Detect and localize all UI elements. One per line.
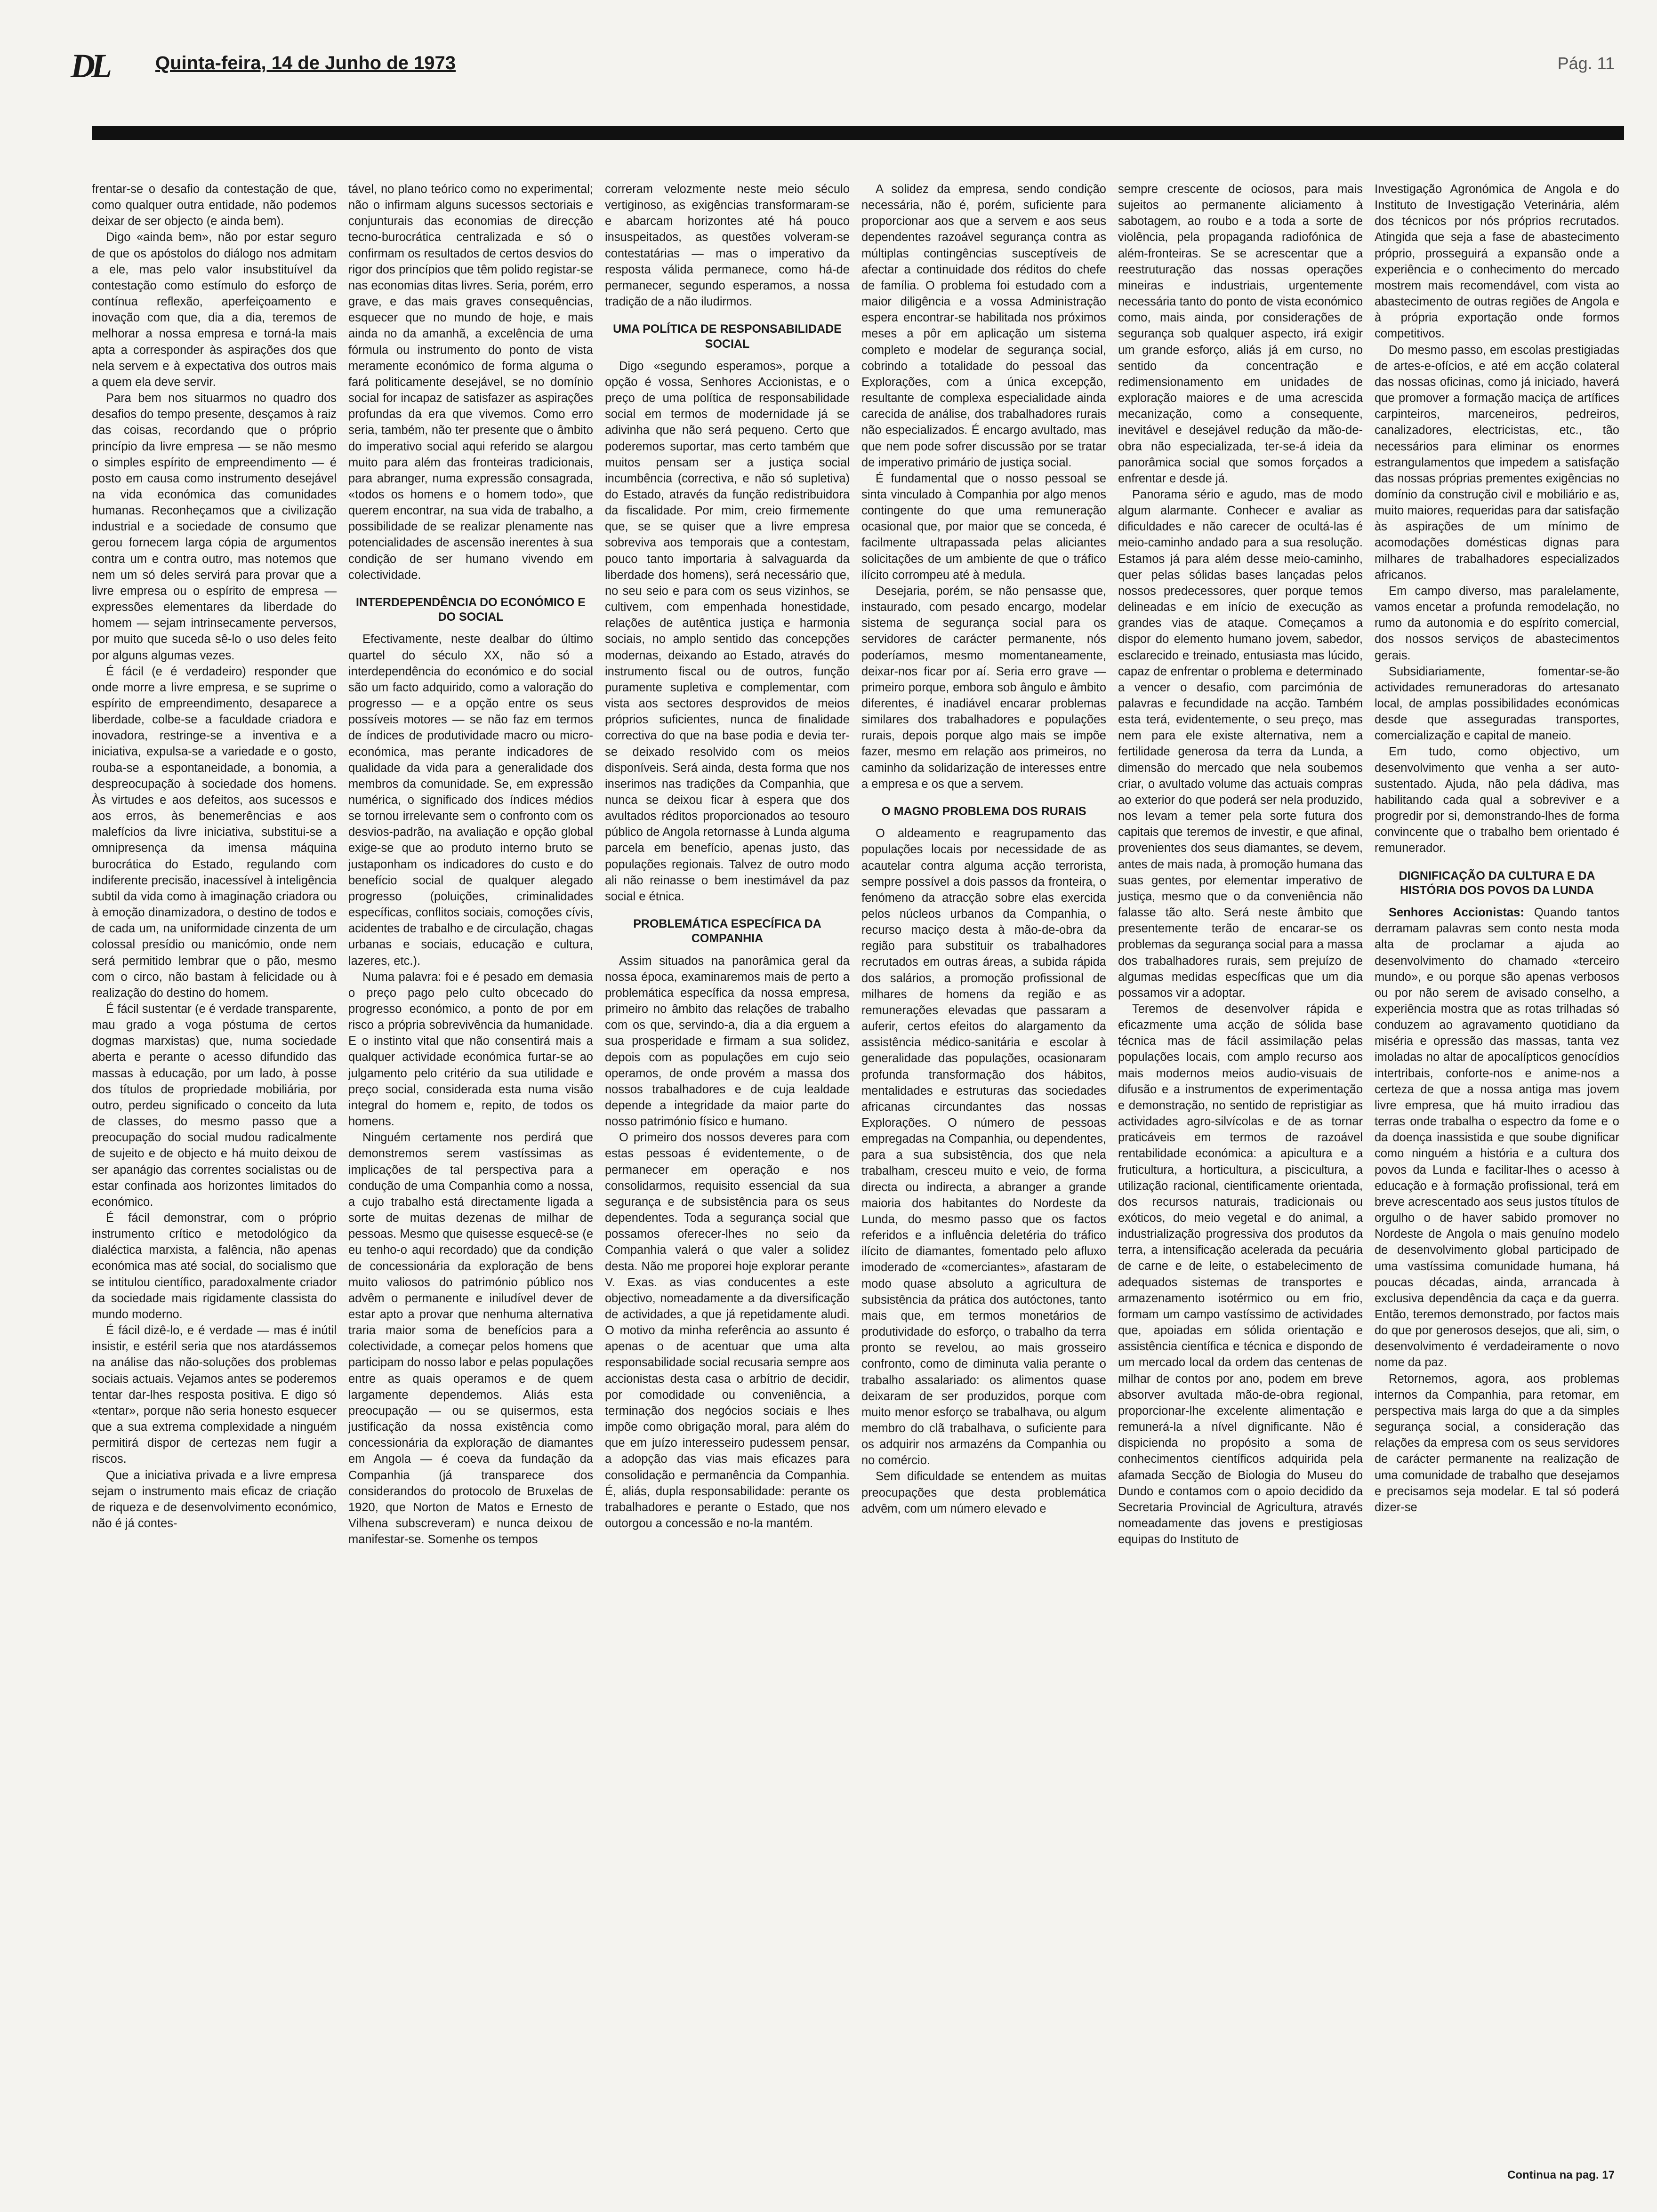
paragraph: Panorama sério e agudo, mas de modo algum alarmante. Conhecer e avaliar as dificuldades e não carecer de ocultá-las é meio-caminho andado para a sua resolução. Estamos já para além desse meio-caminho, quer pelas sólidas bases lançadas pelos nossos predecessores, quer porque temos delineadas e em início de execução as grandes vias de ataque. Começamos a dispor do elemento humano jovem, sabedor, esclarecido e treinado, entusiasta mas lúcido, capaz de enfrentar o problema e determinado a vencer o desafio, com parcimónia de palavras e fecundidade na acção. Também esta terá, evidentemente, o seu preço, mas nem para ele existe alternativa, nem a fertilidade generosa da terra da Lunda, a dimensão do mercado que nela soubemos criar, o avultado volume das actuais compras ao exterior do que poderá ser nela produzido, nos levam a temer pela sorte futura dos capitais que teremos de investir, e que afinal, provenientes dos seus diamantes, se devem, antes de mais nada, à promoção humana das suas gentes, por elementar imperativo de justiça, mesmo que o da conveniência não falasse tão alto. Será neste âmbito que presentemente terão de encarar-se os problemas da segurança social para a massa dos trabalhadores rurais, sem prejuízo de algumas medidas específicas que um dia possamos vir a adoptar. bbox=[1118, 488, 1363, 1000]
paragraph: Teremos de desenvolver rápida e eficazmente uma acção de sólida base técnica mas de fácil assimilação pelas populações locais, com amplo recurso aos mais modernos meios audio-visuais de difusão e a instrumentos de experimentação e demonstração, no sentido de repristigiar as actividades agro-silvícolas e de as tornar praticáveis em termos de razoável rentabilidade económica: a apicultura e a fruticultura, a horticultura, a piscicultura, a utilização racional, cientificamente orientada, dos recursos naturais, tradicionais ou exóticos, do meio vegetal e do animal, a industrialização progressiva dos produtos da terra, a intensificação acelerada da pecuária de carne e de leite, o estabelecimento de adequados sistemas de transportes e armazenamento isotérmico ou em frio, formam um campo vastíssimo de actividades que, apoiadas em sólida orientação e assistência científica e técnica e dispondo de um mercado local da ordem das centenas de milhar de contos por ano, podem em breve absorver avultada mão-de-obra regional, proporcionar-lhe excelente alimentação e remunerá-la a nível dignificante. Não é dispicienda no propósito a soma de conhecimentos científicos adquirida pela afamada Secção de Biologia do Museu do Dundo e contamos com o apoio decidido da Secretaria Provincial de Agricultura, através nomeadamente das jovens e prestigiosas equipas do Instituto de bbox=[1118, 1002, 1363, 1547]
paragraph: frentar-se o desafio da contestação de que, como qualquer outra entidade, não podemos deixar de ser objecto (e ainda bem). bbox=[92, 183, 337, 228]
issue-date: Quinta-feira, 14 de Junho de 1973 bbox=[155, 53, 456, 73]
page-header bbox=[71, 47, 1615, 85]
section-heading: PROBLEMÁTICA ESPECÍFICA DA COMPANHIA bbox=[633, 917, 821, 946]
paragraph: Digo «segundo esperamos», porque a opção é vossa, Senhores Accionistas, e o preço de uma política de responsabilidade social em termos de modernidade já se adivinha que não será pequeno. Certo que poderemos suportar, mas certo também que muitos pensam ser a justiça social incumbência (correctiva, e não só supletiva) do Estado, através da função redistribuidora da fiscalidade. Por mim, creio firmemente que, se se quiser que a livre empresa sobreviva aos temporais que a contestam, pouco tanto importaria à salvaguarda da liberdade dos homens), será necessário que, no seu seio e para com os seus vizinhos, se cultivem, com empenhada honestidade, relações de autêntica justiça e harmonia sociais, no amplo sentido das concepções modernas, deixando ao Estado, através do instrumento fiscal ou de outros, função puramente supletiva e complementar, com vista aos sectores desprovidos de meios próprios suficientes, nunca de finalidade correctiva do que na base podia e devia ter-se deixado resolvido com os meios disponíveis. Será ainda, desta forma que nos inserimos nas tradições da Companhia, que nunca se deixou ficar à espera que dos avultados réditos proporcionados ao tesouro público de Angola retornasse à Lunda alguma parcela em benefício, apenas justo, das populações regionais. Talvez de outro modo ali não reinasse o bem inestimável da paz social e étnica. bbox=[605, 359, 850, 903]
paragraph: Ninguém certamente nos perdirá que demonstremos serem vastíssimas as implicações de tal perspectiva para a condução de uma Companhia como a nossa, a cujo trabalho está directamente ligada a sorte de muitas dezenas de milhar de pessoas. Mesmo que quisesse esquecê-se (e eu tenho-o aqui recordado) que da condição de concessionária da exploração de bens muito valiosos do património público nos advêm o permanente e iniludível dever de estar apto a provar que nenhuma alternativa traria maior soma de benefícios para a colectividade, a começar pelos homens que participam do nosso labor e pelas populações entre as quais operamos e de quem largamente dependemos. Aliás esta preocupação — ou se quisermos, esta justificação da nossa existência como concessionária da exploração de diamantes em Angola — é coeva da fundação da Companhia (já transparece dos considerandos do protocolo de Bruxelas de 1920, que Norton de Matos e Ernesto de Vilhena subscreveram) e nunca deixou de manifestar-se. Somenhe os tempos bbox=[348, 1131, 593, 1547]
column-4 bbox=[861, 181, 1106, 1517]
paragraph: Efectivamente, neste dealbar do último quartel do século XX, não só a interdependência do económico e do social são um facto adquirido, como a valoração do progresso — e a opção entre os seus possíveis motores — se não faz em termos de índices de produtividade macro ou micro-económica, mas perante indicadores de qualidade da vida para a generalidade dos membros da comunidade. Se, em expressão numérica, o significado dos índices médios se tornou irrelevante sem o confronto com os desvios-padrão, na avaliação e opção global exige-se que ao produto interno bruto se justaponham os indicadores do custo e do benefício social de qualquer alegado progresso (poluições, criminalidades específicas, conflitos sociais, comoções cívis, acidentes de trabalho e de circulação, chagas urbanas e sociais, educação e cultura, lazeres, etc.). bbox=[348, 633, 593, 968]
column-5 bbox=[1118, 181, 1363, 1547]
paragraph: Desejaria, porém, se não pensasse que, instaurado, com pesado encargo, modelar sistema de segurança social para os servidores de carácter permanente, nós poderíamos, mesmo momentaneamente, deixar-nos ficar por aí. Seria erro grave — primeiro porque, embora sob ângulo e âmbito diferentes, é inadiável encarar problemas similares dos trabalhadores e populações rurais, depois porque algo mais se impõe fazer, mesmo em relação aos primeiros, no caminho da solidarização de interesses entre a empresa e os que a servem. bbox=[861, 584, 1106, 791]
paragraph: Retornemos, agora, aos problemas internos da Companhia, para retomar, em perspectiva mais larga do que a da simples segurança social, a consideração das relações da empresa com os seus servidores de carácter permanente na realização de uma comunidade de trabalho que desejamos e precisamos seja modelar. E tal só poderá dizer-se bbox=[1375, 1372, 1619, 1514]
paragraph: Investigação Agronómica de Angola e do Instituto de Investigação Veterinária, além dos técnicos por nós próprios recrutados. Atingida que seja a fase de abastecimento próprio, prosseguirá a expansão onde a experiência e o conhecimento do mercado mostrem mais recomendável, com vista ao abastecimento de outras regiões de Angola e à própria exportação onde formos competitivos. bbox=[1375, 183, 1619, 341]
lead-in: Senhores Accionistas: bbox=[1389, 906, 1524, 920]
paragraph: Em campo diverso, mas paralelamente, vamos encetar a profunda remodelação, no rumo da autonomia e do espírito comercial, dos nossos serviços de abastecimentos gerais. bbox=[1375, 584, 1619, 662]
paragraph: sempre crescente de ociosos, para mais sujeitos ao permanente aliciamento à sabotagem, ao roubo e a toda a sorte de violência, pela propaganda radiofónica de além-fronteiras. Se se acrescentar que a reestruturação das nossas operações mineiras e industriais, urgentemente necessária tanto do ponto de vista económico como, mais ainda, por considerações de segurança sob qualquer aspecto, irá exigir um grande esforço, aliás já em curso, no sentido da concentração e redimensionamento em unidades de exploração maiores e de uma acrescida mecanização, como a consequente, inevitável e desejável redução da mão-de-obra não especializada, ter-se-á ideia da panorâmica social que somos forçados a enfrentar e desde já. bbox=[1118, 183, 1363, 485]
section-heading: O MAGNO PROBLEMA DOS RURAIS bbox=[881, 804, 1086, 818]
paragraph: Numa palavra: foi e é pesado em demasia o preço pago pelo culto obcecado do progresso económico, a ponto de por em risco a própria sobrevivência da humanidade. E o instinto vital que não consentirá mais a qualquer actividade económica furtar-se ao julgamento pelo critério da sua utilidade e preço social, considerada esta numa visão integral do homem e, repito, de todos os homens. bbox=[348, 970, 593, 1129]
column-3 bbox=[605, 181, 850, 1531]
paragraph: É fácil dizê-lo, e é verdade — mas é inútil insistir, e estéril seria que nos atardássemos na análise das não-soluções dos problemas sociais actuais. Vejamos antes se poderemos tentar dar-lhes resposta positiva. E digo só «tentar», porque não seria honesto esquecer que a sua extrema complexidade a ninguém permitirá dispor de certezas nem fugir a riscos. bbox=[92, 1324, 337, 1466]
page-number: Pág. 11 bbox=[1557, 54, 1615, 73]
paragraph: Digo «ainda bem», não por estar seguro de que os apóstolos do diálogo nos admitam a ele, mas pelo valor insubstituível da contestação como estímulo do esforço de contínua reflexão, aperfeiçoamento e inovação com que, dia a dia, teremos de melhorar a nossa empresa e torná-la mais apta a corresponder às aspirações dos que nela servem e à expectativa dos outros mais a quem ela deve servir. bbox=[92, 231, 337, 389]
paragraph: Do mesmo passo, em escolas prestigiadas de artes-e-ofícios, e até em acção colateral das nossas oficinas, como já iniciado, haverá que promover a formação maciça de artífices carpinteiros, marceneiros, pedreiros, canalizadores, electricistas, etc., tão necessários para eliminar os enormes estrangulamentos que impedem a satisfação das nossas próprias prementes exigências no domínio da construção civil e mobiliário e as, muito maiores, requeridas para dar satisfação às aspirações de um mínimo de acomodações domésticas dignas para milhares de trabalhadores especializados africanos. bbox=[1375, 343, 1619, 582]
paragraph: tável, no plano teórico como no experimental; não o infirmam alguns sucessos sectoriais e conjunturais das economias de direcção tecno-burocrática centralizada e só o confirmam os resultados de certos desvios do rigor dos princípios que têm polido registar-se nas economias ditas livres. Seria, porém, erro grave, e das mais graves consequências, esquecer que no mundo de hoje, e mais ainda no da amanhã, a excelência de uma fórmula ou instrumento do ponto de vista meramente económico de forma alguma o fará politicamente desejável, se no domínio social for incapaz de satisfazer as aspirações profundas da era que vivemos. Como erro seria, também, não ter presente que o âmbito do imperativo social aqui referido se alargou muito para além das fronteiras tradicionais, para abranger, numa expressão consagrada, «todos os homens e o homem todo», que querem encontrar, na sua vida de trabalho, a possibilidade de se realizar plenamente nas potencialidades de ascensão inerentes à sua condição de ser humano vivendo em colectividade. bbox=[348, 183, 593, 582]
paragraph: A solidez da empresa, sendo condição necessária, não é, porém, suficiente para proporcionar aos que a servem e aos seus dependentes razoável segurança contra as múltiplas contingências susceptíveis de afectar a continuidade dos réditos do chefe de família. O problema foi estudado com a maior diligência e a vossa Administração espera encontrar-se habilitada nos próximos meses a pôr em aplicação um sistema completo e modelar de segurança social, cobrindo a totalidade do pessoal das Explorações, com a única excepção, resultante de complexa especialidade ainda carecida de análise, dos trabalhadores rurais não especializados. É encargo avultado, mas que nem pode sofrer discussão por se tratar de imperativo primário de justiça social. bbox=[861, 183, 1106, 469]
column-2 bbox=[348, 181, 593, 1547]
paragraph: Que a iniciativa privada e a livre empresa sejam o instrumento mais eficaz de criação de riqueza e de desenvolvimento económico, não é já contes- bbox=[92, 1468, 337, 1530]
paragraph: É fundamental que o nosso pessoal se sinta vinculado à Companhia por algo menos contingente do que uma remuneração ocasional que, por maior que se conceda, é facilmente ultrapassada pelas aliciantes solicitações de um ambiente de que o tráfico ilícito corrompeu até à medula. bbox=[861, 472, 1106, 582]
paragraph: É fácil sustentar (e é verdade transparente, mau grado a voga póstuma de certos dogmas marxistas) que, numa sociedade aberta e perante o acesso difundido das massas à educação, por um lado, à posse dos títulos de propriedade mobiliária, por outro, perdeu significado o conceito da luta de classes, do mesmo passo que a preocupação do social mudou radicalmente de sujeito e de objecto e há muito deixou de ser apanágio das correntes socialistas ou de estar confinada aos horizontes limitados do económico. bbox=[92, 1002, 337, 1209]
paragraph-text: Quando tantos derramam palavras sem conto nesta moda alta de proclamar a ajuda ao desenvolvimento do chamado «terceiro mundo», e ou porque são apenas verbosos ou por não serem de avisado conselho, a experiência mostra que as rotas trilhadas só conduzem ao agravamento quotidiano da miséria e opressão das massas, tanta vez imoladas no altar de apocalípticos genocídios intertribais, conforte-nos e anime-nos a certeza de que a nossa antiga mas jovem livre empresa, que há muito irradiou das terras onde trabalha o espectro da fome e o da doença inassistida e que soube dignificar como ninguém a história e a cultura dos povos da Lunda e facilitar-lhes o acesso à educação e à formação profissional, terá em breve acrescentado aos seus justos títulos de orgulho o de haver sabido promover no Nordeste de Angola o mais genuíno modelo de desenvolvimento global participado de uma vastíssima comunidade humana, há poucas décadas, ainda, arrancada à exclusiva dependência da caça e da guerra. Então, teremos demonstrado, por factos mais do que por generosos desejos, que ali, sim, o desenvolvimento é verdadeiramente o novo nome da paz. bbox=[1375, 906, 1619, 1370]
paragraph bbox=[1375, 905, 1619, 1371]
paragraph: É fácil demonstrar, com o próprio instrumento crítico e metodológico da dialéctica marxista, a falência, não apenas económica mas até social, do socialismo que se intitulou científico, paradoxalmente criador da sociedade mais rigidamente classista do mundo moderno. bbox=[92, 1211, 337, 1321]
section-heading: DIGNIFICAÇÃO DA CULTURA E DA HISTÓRIA DOS POVOS DA LUNDA bbox=[1399, 869, 1595, 897]
paragraph: Para bem nos situarmos no quadro dos desafios do tempo presente, desçamos à raiz das coisas, recordando que o próprio princípio da livre empresa — se não mesmo o simples espírito de empreendimento — é posto em causa como instrumento desejável na vida económica das comunidades humanas. Reconheçamos que a civilização industrial e a sociedade de consumo que gerou fornecem larga cópia de argumentos contra um e contra outro, mas notemos que nem um só deles servirá para provar que a livre empresa ou o espírito de empresa — expressões elementares da liberdade do homem — sejam intrinsecamente perversos, por muito que suceda sê-lo o uso deles feito por alguns algumas vezes. bbox=[92, 392, 337, 662]
paragraph: Assim situados na panorâmica geral da nossa época, examinaremos mais de perto a problemática específica da nossa empresa, primeiro no âmbito das relações de trabalho com os que, servindo-a, dia a dia erguem a sua prosperidade e firmam a sua solidez, depois com as populações em cujo seio operamos, de onde provém a massa dos nossos trabalhadores e de cuja lealdade depende a integridade da maior parte do nosso património físico e humano. bbox=[605, 954, 850, 1129]
column-6 bbox=[1375, 181, 1619, 1515]
column-1 bbox=[92, 181, 337, 1531]
continuation-note: Continua na pag. 17 bbox=[1507, 2169, 1615, 2181]
paragraph: Subsidiariamente, fomentar-se-ão actividades remuneradoras do artesanato local, de amplas possibilidades económicas desde que asseguradas transportes, comercialização e capital de maneio. bbox=[1375, 665, 1619, 743]
paragraph: É fácil (e é verdadeiro) responder que onde morre a livre empresa, e se suprime o espírito de empreendimento, desaparece a liberdade, colbe-se a faculdade criadora e inovadora, restringe-se a inventiva e a iniciativa, expulsa-se a variedade e o gosto, rouba-se a espontaneidade, a bonomia, a despreocupação à sociedade dos homens. Às virtudes e aos defeitos, aos sucessos e aos erros, às benemerências e aos malefícios da livre iniciativa, substitui-se a omnipresença da imensa máquina burocrática do Estado, regulando com indiferente precisão, inacessível à inteligência subtil da vida como à imaginação criadora ou à emoção dinamizadora, o destino de todos e de cada um, na uniformidade cinzenta de um colossal presídio ou manicómio, onde nem será permitido lembrar que o pão, mesmo com o circo, não bastam à felicidade ou à realização do destino do homem. bbox=[92, 665, 337, 1000]
section-heading: INTERDEPENDÊNCIA DO ECONÓMICO E DO SOCIAL bbox=[355, 595, 586, 624]
header-rule bbox=[92, 126, 1624, 140]
paragraph: O aldeamento e reagrupamento das populações locais por necessidade de as acautelar contra alguma acção terrorista, sempre possível a dois passos da fronteira, o fenómeno da atracção sobre elas exercida pelos núcleos urbanos da Companhia, o recurso maciço desta à mão-de-obra da região para substituir os trabalhadores recrutados em outras áreas, a subida rápida dos salários, a promoção profissional de milhares de homens da região e as remunerações elevadas que passaram a auferir, certos efeitos do alargamento da assistência médico-sanitária e escolar à generalidade das populações, ocasionaram profunda transformação dos hábitos, mentalidades e estruturas das sociedades africanas circundantes das nossas Explorações. O número de pessoas empregadas na Companhia, ou dependentes, para a sua subsistência, dos que nela trabalham, cresceu muito e veio, de forma directa ou indirecta, a abranger a grande maioria dos habitantes do Nordeste da Lunda, do mesmo passo que os factos referidos e a influência deletéria do tráfico ilícito de diamantes, fomentado pelo afluxo imoderado de «comerciantes», afastaram de modo quase absoluto a agricultura de subsistência da prática dos autóctones, tanto mais que, em termos monetários de produtividade do esforço, o trabalho da terra pronto se revelou, ao mais grosseiro confronto, como de diminuta valia perante o trabalho assalariado: os alimentos quase deixaram de ser produzidos, porque com muito menor esforço se trabalhava, ou algum membro do clã trabalhava, o suficiente para os adquirir nos armazéns da Companhia ou no comércio. bbox=[861, 827, 1106, 1467]
paragraph: Em tudo, como objectivo, um desenvolvimento que venha a ser auto-sustentado. Ajuda, não pela dádiva, mas habilitando cada qual a sobreviver e a progredir por si, demonstrando-lhes de forma convincente que o trabalho bem orientado é remunerador. bbox=[1375, 745, 1619, 855]
newspaper-logo: DL bbox=[71, 47, 108, 85]
section-heading: UMA POLÍTICA DE RESPONSABILIDADE SOCIAL bbox=[613, 322, 842, 351]
paragraph: Sem dificuldade se entendem as muitas preocupações que desta problemática advêm, com um número elevado e bbox=[861, 1470, 1106, 1515]
paragraph: correram velozmente neste meio século vertiginoso, as exigências transformaram-se e abarcam horizontes até há pouco insuspeitados, as questões volveram-se contestatárias — mas o imperativo da resposta válida permanece, como há-de permanecer, segundo esperamos, a nossa tradição de a não iludirmos. bbox=[605, 183, 850, 309]
paragraph: O primeiro dos nossos deveres para com estas pessoas é evidentemente, o de permanecer em operação e nos consolidarmos, requisito essencial da sua segurança e de subsistência para os seus dependentes. Toda a segurança social que possamos oferecer-lhes no seio da Companhia valerá o que valer a solidez desta. Não me proporei hoje explorar perante V. Exas. as vias conducentes a este objectivo, nomeadamente a da diversificação de actividades, a que já repetidamente aludi. O motivo da minha referência ao assunto é apenas o de acentuar que uma alta responsabilidade social recusaria sempre aos accionistas desta casa o arbítrio de decidir, por comodidade ou conveniência, a terminação dos negócios sociais e lhes impõe como obrigação moral, para além do que em juízo interesseiro pudessem pensar, a adopção das vias mais eficazes para consolidação e permanência da Companhia. É, aliás, dupla responsabilidade: perante os trabalhadores e perante o Estado, que nos outorgou a concessão e no-la mantém. bbox=[605, 1131, 850, 1531]
